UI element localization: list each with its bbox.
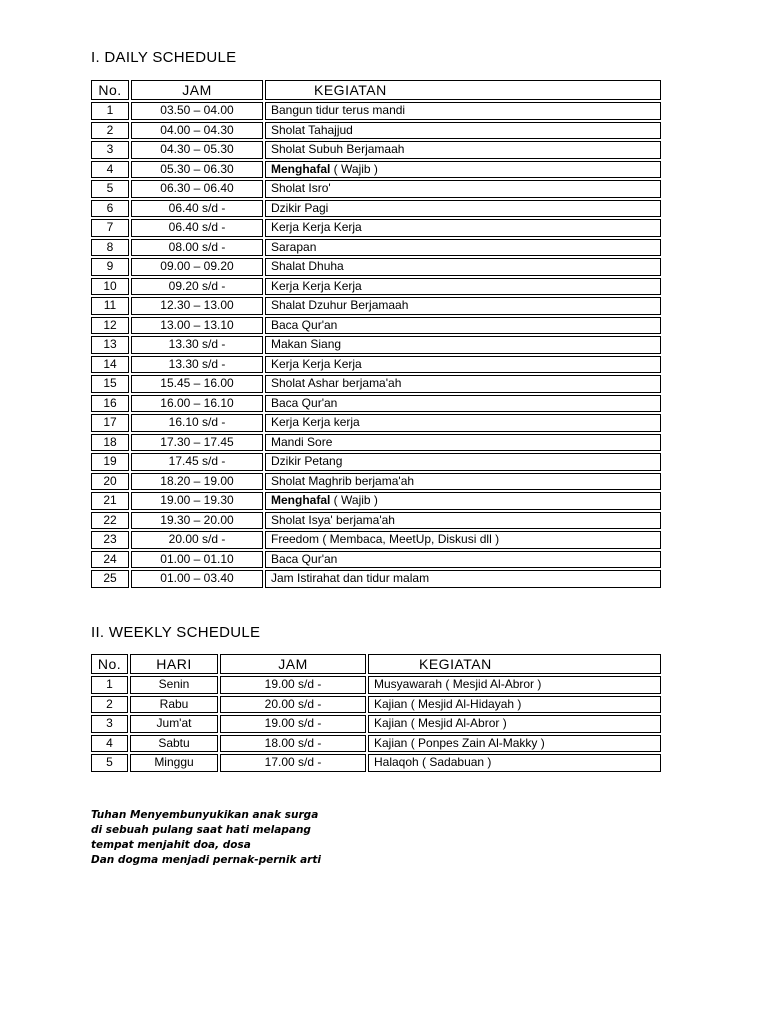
header-jam: JAM: [220, 654, 366, 674]
row-jam: 17.45 s/d -: [131, 453, 263, 471]
row-no: 18: [91, 434, 129, 452]
row-jam: 06.40 s/d -: [131, 219, 263, 237]
row-jam: 13.00 – 13.10: [131, 317, 263, 335]
row-no: 12: [91, 317, 129, 335]
row-jam: 16.10 s/d -: [131, 414, 263, 432]
row-jam: 13.30 s/d -: [131, 356, 263, 374]
weekly-header-row: [91, 654, 661, 674]
poem-line: Dan dogma menjadi pernak-pernik arti: [91, 854, 321, 866]
row-hari: Jum'at: [130, 715, 218, 733]
row-kegiatan: Baca Qur'an: [265, 551, 661, 569]
row-no: 6: [91, 200, 129, 218]
row-no: 16: [91, 395, 129, 413]
row-no: 4: [91, 735, 128, 753]
row-kegiatan: Musyawarah ( Mesjid Al-Abror ): [368, 676, 661, 694]
table-row: [91, 180, 661, 198]
row-no: 3: [91, 141, 129, 159]
row-no: 25: [91, 570, 129, 588]
table-row: [91, 696, 661, 714]
table-row: [91, 102, 661, 120]
row-kegiatan: Sholat Tahajjud: [265, 122, 661, 140]
row-kegiatan: Dzikir Petang: [265, 453, 661, 471]
row-kegiatan: Makan Siang: [265, 336, 661, 354]
row-kegiatan-emphasis: Menghafal: [271, 161, 331, 176]
row-kegiatan: Kajian ( Mesjid Al-Hidayah ): [368, 696, 661, 714]
row-kegiatan: Jam Istirahat dan tidur malam: [265, 570, 661, 588]
table-row: [91, 715, 661, 733]
table-row: [91, 735, 661, 753]
row-kegiatan: Freedom ( Membaca, MeetUp, Diskusi dll ): [265, 531, 661, 549]
row-kegiatan-emphasis: Menghafal: [271, 493, 331, 508]
table-row: [91, 395, 661, 413]
row-jam: 15.45 – 16.00: [131, 375, 263, 393]
row-jam: 08.00 s/d -: [131, 239, 263, 257]
row-no: 2: [91, 696, 128, 714]
table-row: [91, 531, 661, 549]
table-row: [91, 754, 661, 772]
row-no: 1: [91, 676, 128, 694]
row-no: 5: [91, 180, 129, 198]
row-jam: 13.30 s/d -: [131, 336, 263, 354]
table-row: [91, 297, 661, 315]
row-kegiatan: Kerja Kerja kerja: [265, 414, 661, 432]
row-jam: 19.30 – 20.00: [131, 512, 263, 530]
table-row: [91, 492, 661, 510]
table-row: [91, 258, 661, 276]
row-no: 11: [91, 297, 129, 315]
row-kegiatan: Shalat Dhuha: [265, 258, 661, 276]
table-row: [91, 278, 661, 296]
row-kegiatan: Sarapan: [265, 239, 661, 257]
row-no: 15: [91, 375, 129, 393]
row-kegiatan-text: ( Wajib ): [330, 493, 378, 508]
row-kegiatan: Sholat Subuh Berjamaah: [265, 141, 661, 159]
row-jam: 06.30 – 06.40: [131, 180, 263, 198]
table-row: [91, 512, 661, 530]
table-row: [91, 356, 661, 374]
row-no: 3: [91, 715, 128, 733]
row-jam: 20.00 s/d -: [131, 531, 263, 549]
row-jam: 19.00 – 19.30: [131, 492, 263, 510]
table-row: [91, 473, 661, 491]
row-jam: 19.00 s/d -: [220, 715, 366, 733]
row-jam: 04.30 – 05.30: [131, 141, 263, 159]
row-no: 14: [91, 356, 129, 374]
row-jam: 19.00 s/d -: [220, 676, 366, 694]
header-hari: HARI: [130, 654, 218, 674]
row-kegiatan: Bangun tidur terus mandi: [265, 102, 661, 120]
row-jam: 18.00 s/d -: [220, 735, 366, 753]
header-kegiatan: KEGIATAN: [368, 654, 661, 674]
table-row: [91, 161, 661, 179]
row-no: 8: [91, 239, 129, 257]
table-row: [91, 375, 661, 393]
row-jam: 09.20 s/d -: [131, 278, 263, 296]
table-row: [91, 676, 661, 694]
table-row: [91, 453, 661, 471]
row-kegiatan: Kerja Kerja Kerja: [265, 278, 661, 296]
table-row: [91, 200, 661, 218]
weekly-schedule-title: II. WEEKLY SCHEDULE: [91, 624, 261, 641]
header-jam: JAM: [131, 80, 263, 100]
weekly-schedule-table: [89, 652, 663, 774]
table-row: [91, 141, 661, 159]
poem: [91, 808, 321, 868]
table-row: [91, 239, 661, 257]
row-jam: 17.30 – 17.45: [131, 434, 263, 452]
row-hari: Senin: [130, 676, 218, 694]
poem-line: Tuhan Menyembunyukikan anak surga: [91, 809, 319, 821]
row-jam: 04.00 – 04.30: [131, 122, 263, 140]
row-no: 19: [91, 453, 129, 471]
row-kegiatan: [265, 492, 661, 510]
row-no: 17: [91, 414, 129, 432]
row-hari: Rabu: [130, 696, 218, 714]
row-kegiatan: Mandi Sore: [265, 434, 661, 452]
header-kegiatan: KEGIATAN: [265, 80, 661, 100]
row-kegiatan-text: ( Wajib ): [330, 161, 378, 176]
row-kegiatan: Sholat Ashar berjama'ah: [265, 375, 661, 393]
row-jam: 05.30 – 06.30: [131, 161, 263, 179]
table-row: [91, 122, 661, 140]
row-kegiatan: Sholat Maghrib berjama'ah: [265, 473, 661, 491]
daily-schedule-title: I. DAILY SCHEDULE: [91, 49, 237, 66]
row-jam: 16.00 – 16.10: [131, 395, 263, 413]
table-row: [91, 219, 661, 237]
row-kegiatan: [265, 161, 661, 179]
table-row: [91, 551, 661, 569]
row-no: 7: [91, 219, 129, 237]
row-no: 22: [91, 512, 129, 530]
row-kegiatan: Baca Qur'an: [265, 317, 661, 335]
poem-line: tempat menjahit doa, dosa: [91, 839, 251, 851]
row-jam: 20.00 s/d -: [220, 696, 366, 714]
row-hari: Minggu: [130, 754, 218, 772]
poem-line: di sebuah pulang saat hati melapang: [91, 824, 311, 836]
header-no: No.: [91, 80, 129, 100]
row-kegiatan: Baca Qur'an: [265, 395, 661, 413]
row-jam: 01.00 – 03.40: [131, 570, 263, 588]
row-no: 23: [91, 531, 129, 549]
table-row: [91, 317, 661, 335]
row-no: 2: [91, 122, 129, 140]
row-no: 13: [91, 336, 129, 354]
row-kegiatan: Dzikir Pagi: [265, 200, 661, 218]
row-kegiatan: Kajian ( Ponpes Zain Al-Makky ): [368, 735, 661, 753]
daily-header-row: [91, 80, 661, 100]
row-no: 1: [91, 102, 129, 120]
row-jam: 18.20 – 19.00: [131, 473, 263, 491]
row-kegiatan: Kerja Kerja Kerja: [265, 356, 661, 374]
header-no: No.: [91, 654, 128, 674]
row-jam: 12.30 – 13.00: [131, 297, 263, 315]
row-no: 20: [91, 473, 129, 491]
row-no: 5: [91, 754, 128, 772]
row-kegiatan: Kerja Kerja Kerja: [265, 219, 661, 237]
row-no: 9: [91, 258, 129, 276]
row-no: 24: [91, 551, 129, 569]
row-hari: Sabtu: [130, 735, 218, 753]
row-jam: 17.00 s/d -: [220, 754, 366, 772]
row-no: 10: [91, 278, 129, 296]
table-row: [91, 570, 661, 588]
row-kegiatan: Sholat Isya' berjama'ah: [265, 512, 661, 530]
row-no: 21: [91, 492, 129, 510]
row-kegiatan: Shalat Dzuhur Berjamaah: [265, 297, 661, 315]
row-jam: 03.50 – 04.00: [131, 102, 263, 120]
table-row: [91, 414, 661, 432]
row-jam: 09.00 – 09.20: [131, 258, 263, 276]
row-kegiatan: Kajian ( Mesjid Al-Abror ): [368, 715, 661, 733]
table-row: [91, 434, 661, 452]
table-row: [91, 336, 661, 354]
row-no: 4: [91, 161, 129, 179]
row-kegiatan: Halaqoh ( Sadabuan ): [368, 754, 661, 772]
row-jam: 06.40 s/d -: [131, 200, 263, 218]
daily-schedule-table: [89, 78, 663, 590]
row-jam: 01.00 – 01.10: [131, 551, 263, 569]
row-kegiatan: Sholat Isro': [265, 180, 661, 198]
